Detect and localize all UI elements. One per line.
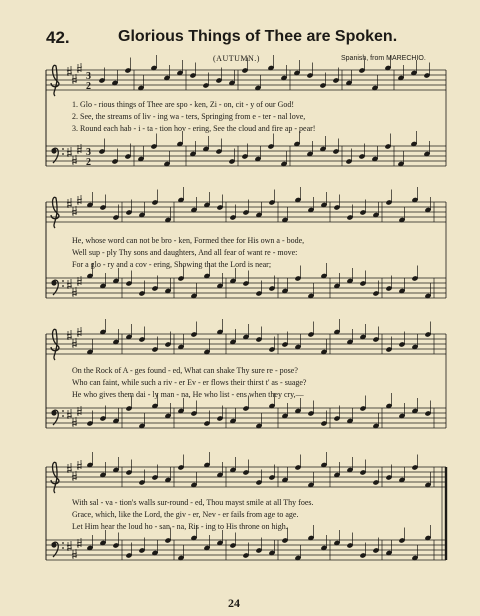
lyric-line: He who gives them dai - ly man - na, He who list - ens when they cry,— <box>72 390 304 399</box>
sharp-sign <box>72 155 77 165</box>
lyric-line: He, whose word can not be bro - ken, Formed thee for His own a - bode, <box>72 236 305 245</box>
sharp-sign <box>67 279 72 289</box>
bass-clef-dot <box>62 410 64 412</box>
sharp-sign <box>67 66 72 76</box>
tune-name: (AUTUMN.) <box>213 54 260 63</box>
sharp-sign <box>67 409 72 419</box>
lyric-line: Well sup - ply Thy sons and daughters, And all fear of want re - move: <box>72 248 298 257</box>
sharp-sign <box>77 406 82 416</box>
sharp-sign <box>72 471 77 481</box>
lyric-line: Let Him hear the loud ho - san - na, Ris - ing to His throne on high. <box>72 522 288 531</box>
bass-clef-dot <box>62 542 64 544</box>
sharp-sign <box>72 287 77 297</box>
sharp-sign <box>77 63 82 73</box>
sharp-sign <box>77 327 82 337</box>
bass-clef-dot <box>62 148 64 150</box>
time-signature: 2 <box>86 157 91 168</box>
lyric-line: 2. See, the streams of liv - ing wa - ters, Springing from e - ter - nal love, <box>72 112 306 121</box>
hymn-title: Glorious Things of Thee are Spoken. <box>118 28 398 45</box>
sharp-sign <box>72 338 77 348</box>
lyric-line: Who can faint, while such a riv - er Ev - er flows their thirst t' as - suage? <box>72 378 307 387</box>
time-signature: 2 <box>86 81 91 92</box>
sharp-sign <box>72 74 77 84</box>
sharp-sign <box>67 147 72 157</box>
bass-clef-dot <box>62 153 64 155</box>
sharp-sign <box>77 195 82 205</box>
lyric-line: Grace, which, like the Lord, the giv - er, Nev - er fails from age to age. <box>72 510 299 519</box>
bass-clef-dot <box>62 547 64 549</box>
hymn-number: 42. <box>46 28 70 47</box>
lyric-line: 3. Round each hab - i - ta - tion hov - ering, See the cloud and fire ap - pear! <box>72 124 316 133</box>
tune-attribution: Spanish, from MARECHIO. <box>341 55 426 62</box>
lyric-line: With sal - va - tion's walls sur-round - ed, Thou mayst smile at all Thy foes. <box>72 498 314 507</box>
sharp-sign <box>67 330 72 340</box>
bass-clef-dot <box>62 285 64 287</box>
sharp-sign <box>77 144 82 154</box>
sharp-sign <box>72 206 77 216</box>
time-signature: 3 <box>86 71 91 82</box>
time-signature: 3 <box>86 147 91 158</box>
lyric-line: For a glo - ry and a cov - ering, Showing that the Lord is near; <box>72 260 272 269</box>
sharp-sign <box>67 198 72 208</box>
sharp-sign <box>77 460 82 470</box>
sharp-sign <box>72 549 77 559</box>
sharp-sign <box>77 538 82 548</box>
page-number: 24 <box>228 596 240 610</box>
sharp-sign <box>67 541 72 551</box>
lyric-line: 1. Glo - rious things of Thee are spo - ken, Zi - on, cit - y of our God! <box>72 100 295 109</box>
sharp-sign <box>67 463 72 473</box>
sharp-sign <box>72 417 77 427</box>
sharp-sign <box>77 276 82 286</box>
bass-clef-dot <box>62 415 64 417</box>
lyric-line: On the Rock of A - ges found - ed, What can shake Thy sure re - pose? <box>72 366 298 375</box>
bass-clef-dot <box>62 280 64 282</box>
